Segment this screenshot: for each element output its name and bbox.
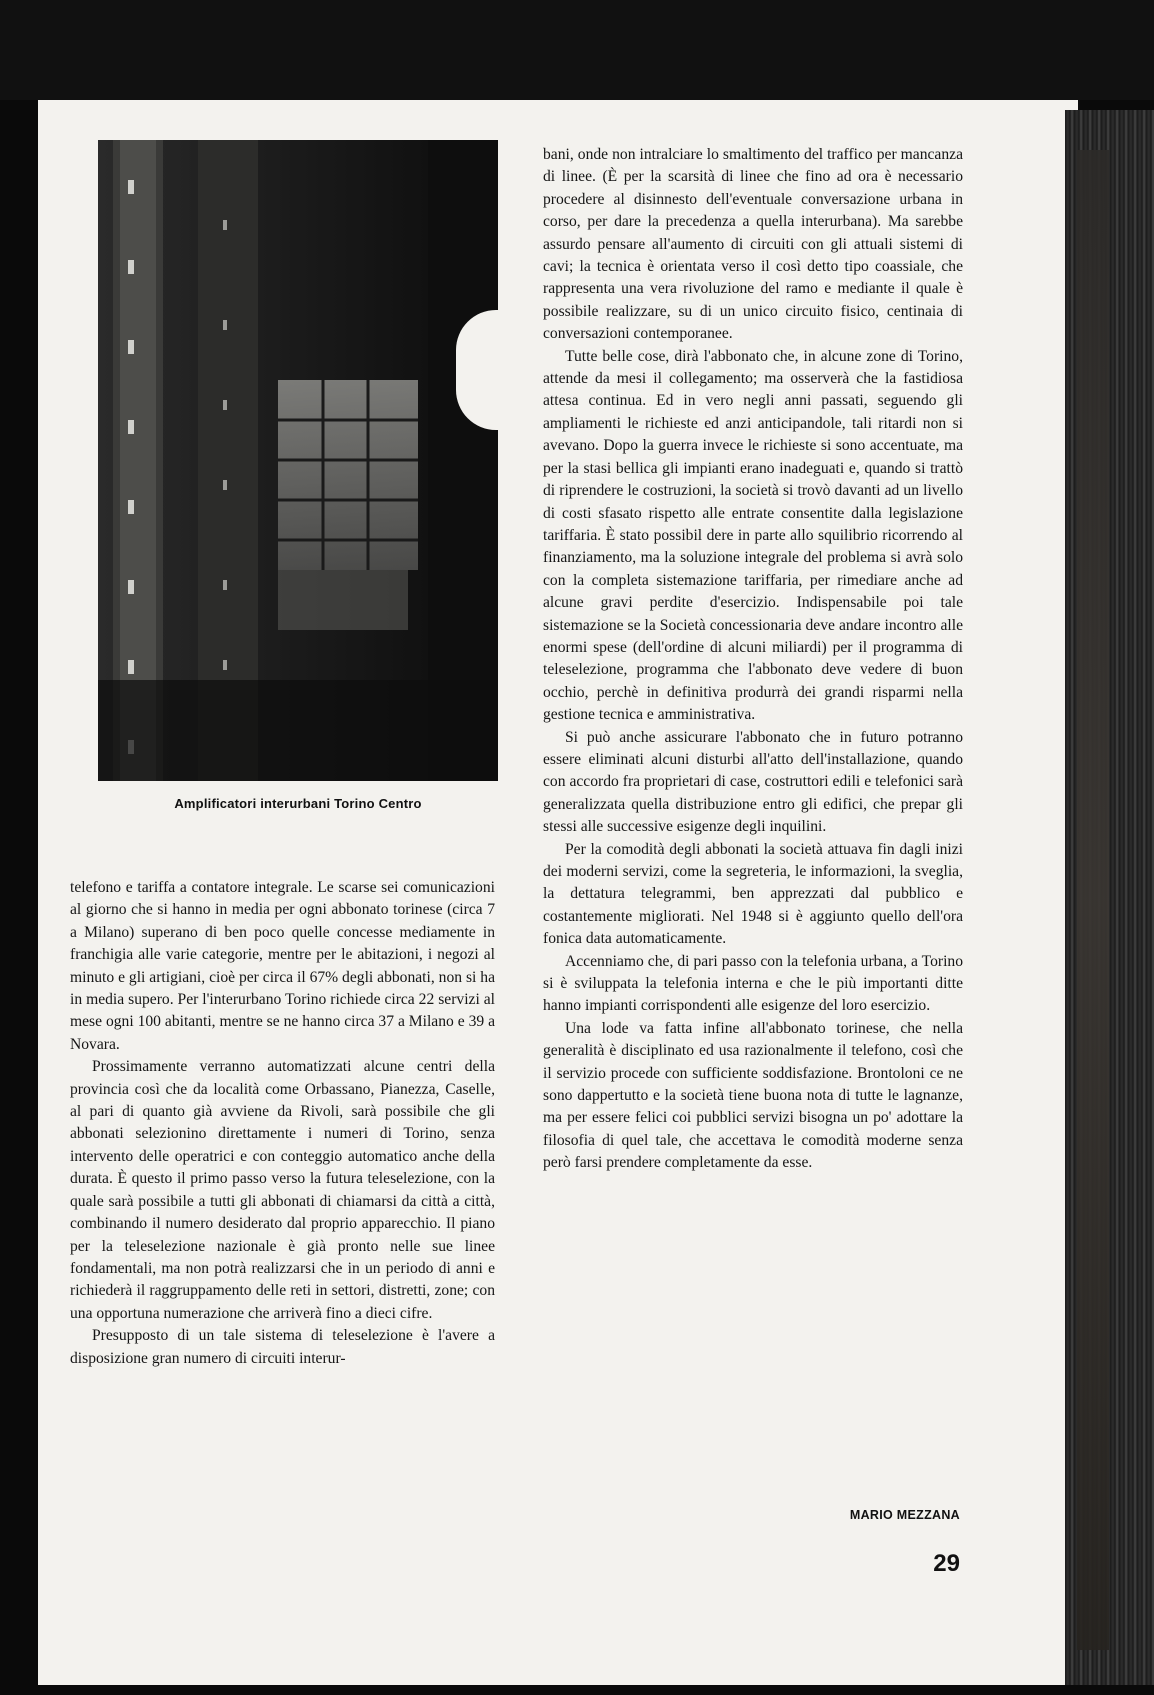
photo-notch xyxy=(456,310,516,430)
right-text-column xyxy=(543,144,963,1175)
paragraph: Si può anche assicurare l'abbonato che in futuro potranno essere eliminati alcuni disturbi all'atto dell'installazione, quando con accordo fra proprietari di case, costruttori edili e telefonici sarà generalizzata quella distribuzione entro gli edifici, che prepar gli stessi alle successive esigenze degli inquilini. xyxy=(543,728,963,836)
page-number: 29 xyxy=(933,1550,960,1577)
photo-caption: Amplificatori interurbani Torino Centro xyxy=(174,796,422,811)
paragraph: Tutte belle cose, dirà l'abbonato che, in alcune zone di Torino, attende da mesi il collegamento; ma osserverà che la fastidiosa attesa continua. Ed in vero negli anni passati, seguendo gli ampliamenti le richieste ed anzi anticipandole, tali ritardi non si avevano. Dopo la guerra invece le richieste si sono accentuate, ma per la stasi bellica gli impianti erano inadeguati e, quando si trattò di riprendere le costruzioni, la società si trovò davanti ad un livello di costi sfasato rispetto alle entrate consentite dalla legislazione tariffaria. È stato possibil dere in parte allo squilibrio ricorrendo al finanziamento, ma la soluzione integrale del problema si avrà solo con la completa sistemazione tariffaria, per rimediare anche ad alcune gravi perdite d'esercizio. Indispensabile poi tale sistemazione se la Società concessionaria deve andare incontro alle enormi spese (dell'ordine di alcuni miliardi) per il programma di teleselezione, programma che l'abbonato deve vedere di buon occhio, perchè in definitiva produrrà dei grandi risparmi nella gestione tecnica e amministrativa. xyxy=(543,347,963,724)
paragraph: Una lode va fatta infine all'abbonato torinese, che nella generalità è disciplinato ed usa razionalmente il telefono, così che il servizio procede con sufficiente soddisfazione. Brontoloni ce ne sono dappertutto e la società tiene buona nota di tutte le lagnanze, ma per essere felici coi pubblici servizi bisogna un po' adottare la filosofia di quel tale, che accettava le comodità moderne senza però farsi prendere completamente da esse. xyxy=(543,1019,963,1172)
book-edge-strip xyxy=(1077,150,1109,1650)
book-edge xyxy=(1065,110,1154,1685)
paragraph: Accenniamo che, di pari passo con la telefonia urbana, a Torino si è sviluppata la telefonia interna e che le più importanti ditte hanno impianti corrispondenti alle esigenze del loro esercizio. xyxy=(543,952,963,1015)
left-text-column xyxy=(70,877,495,1370)
photo-illustration xyxy=(98,140,498,781)
paragraph: telefono e tariffa a contatore integrale. Le scarse sei comunicazioni al giorno che si hanno in media per ogni abbonato torinese (circa 7 a Milano) superano di ben poco quelle concesse mediamente in franchigia alle varie categorie, mentre per le abitazioni, i negozi al minuto e gli artigiani, cioè per circa il 67% degli abbonati, non si ha in media supero. Per l'interurbano Torino richiede circa 22 servizi al mese ogni 100 abitanti, mentre se ne hanno circa 37 a Milano e 39 a Novara. xyxy=(70,879,495,1053)
author-signature: MARIO MEZZANA xyxy=(849,1508,960,1522)
paragraph: bani, onde non intralciare lo smaltimento del traffico per mancanza di linee. (È per la scarsità di linee che fino ad ora è necessario procedere al disinnesto dell'eventuale conversazione urbana in corso, per dare la precedenza a quella interurbana). Ma sarebbe assurdo pensare all'aumento di circuiti con gli attuali sistemi di cavi; la tecnica è orientata verso il così detto tipo coassiale, che rappresenta una vera rivoluzione del ramo e mediante il quale è possibile realizzare, su di un unico circuito fisico, centinaia di conversazioni contemporanee. xyxy=(543,146,963,343)
paragraph: Per la comodità degli abbonati la società attuava fin dagli inizi dei moderni servizi, come la segreteria, le informazioni, la sveglia, la dettatura telegrammi, ben apprezzati dal pubblico e costantemente migliorati. Nel 1948 si è aggiunto quello dell'ora fonica data automaticamente. xyxy=(543,840,963,948)
amplifier-racks-photo xyxy=(98,140,498,781)
paragraph: Prossimamente verranno automatizzati alcune centri della provincia così che da località come Orbassano, Pianezza, Caselle, al pari di quanto già avviene da Rivoli, sarà possibile che gli abbonati selezionino direttamente i numeri di Torino, senza intervento delle operatrici e con conteggio automatico anche della durata. È questo il primo passo verso la futura teleselezione, con la quale sarà possibile a tutti gli abbonati di chiamarsi da città a città, combinando il numero desiderato dal proprio apparecchio. Il piano per la teleselezione nazionale è già pronto nelle sue linee fondamentali, ma non potrà realizzarsi che in un periodo di anni e richiederà il raggruppamento delle reti in settori, distretti, zone; con una opportuna numerazione che arriverà fino a dieci cifre. xyxy=(70,1058,495,1322)
top-dark-margin xyxy=(0,0,1154,100)
paragraph: Presupposto di un tale sistema di teleselezione è l'avere a disposizione gran numero di circuiti interur- xyxy=(70,1327,495,1367)
